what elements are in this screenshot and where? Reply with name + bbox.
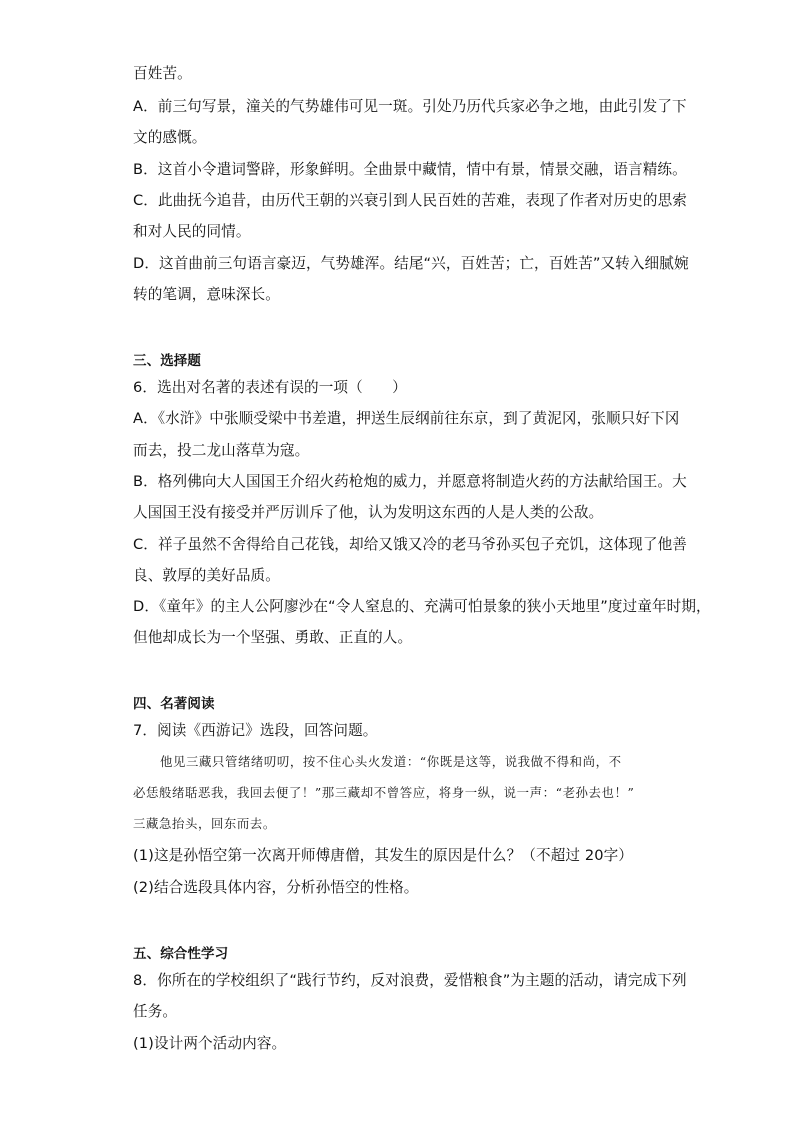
q5-option-d: D．这首曲前三句语言豪迈，气势雄浑。结尾“兴，百姓苦；亡，百姓苦”又转入细腻婉: [133, 255, 689, 272]
q6-option-a-cont: 而去，投二龙山落草为寇。: [133, 442, 310, 459]
q7-sub-question-1: (1)这是孙悟空第一次离开师傅唐僧，其发生的原因是什么？（不超过 20字）: [133, 847, 633, 864]
q7-sub-question-2: (2)结合选段具体内容，分析孙悟空的性格。: [133, 879, 419, 896]
q6-stem: 6．选出对名著的表述有误的一项（ ）: [133, 379, 407, 396]
q7-excerpt-line-2: 必恁般绪聒恶我，我回去便了！”那三藏却不曾答应，将身一纵，说一声：“老孙去也！”: [133, 785, 635, 800]
section-3-title: 三、选择题: [133, 353, 201, 369]
q5-option-d-cont: 转的笔调，意味深长。: [133, 286, 280, 303]
q5-option-c: C．此曲抚今追昔，由历代王朝的兴衰引到人民百姓的苦难，表现了作者对历史的思索: [133, 192, 687, 209]
q6-option-c-cont: 良、敦厚的美好品质。: [133, 567, 280, 584]
q6-option-c: C．祥子虽然不舍得给自己花钱，却给又饿又冷的老马爷孙买包子充饥，这体现了他善: [133, 536, 687, 553]
q7-stem: 7．阅读《西游记》选段，回答问题。: [133, 722, 378, 739]
q5-option-b: B．这首小令遣词警辟，形象鲜明。全曲景中藏情，情中有景，情景交融，语言精练。: [133, 161, 687, 178]
q8-stem: 8．你所在的学校组织了“践行节约，反对浪费，爱惜粮食”为主题的活动，请完成下列: [133, 972, 687, 989]
q5-tail-text: 百姓苦。: [133, 65, 192, 82]
q6-option-b: B．格列佛向大人国国王介绍火药枪炮的威力，并愿意将制造火药的方法献给国王。大: [133, 473, 687, 490]
q6-option-d: D．《童年》的主人公阿廖沙在“令人窒息的、充满可怕景象的狭小天地里”度过童年时期，: [133, 598, 711, 615]
q7-excerpt-line-1: 他见三藏只管绪绪叨叨，按不住心头火发道：“你既是这等，说我做不得和尚，不: [160, 754, 622, 769]
q6-option-a: A．《水浒》中张顺受梁中书差遣，押送生辰纲前往东京，到了黄泥冈，张顺只好下冈: [133, 410, 680, 427]
q6-option-b-cont: 人国国王没有接受并严厉训斥了他，认为发明这东西的人是人类的公敌。: [133, 504, 604, 521]
q8-sub-question-1: (1)设计两个活动内容。: [133, 1035, 287, 1052]
q5-option-a: A．前三句写景，潼关的气势雄伟可见一斑。引处乃历代兵家必争之地，由此引发了下: [133, 98, 687, 115]
q7-excerpt-line-3: 三藏急抬头，回东而去。: [133, 816, 276, 831]
q5-option-a-cont: 文的感慨。: [133, 129, 207, 146]
q5-option-c-cont: 和对人民的同情。: [133, 223, 251, 240]
q8-stem-cont: 任务。: [133, 1003, 178, 1020]
section-4-title: 四、名著阅读: [133, 696, 215, 712]
q6-option-d-cont: 但他却成长为一个坚强、勇敢、正直的人。: [133, 629, 413, 646]
section-5-title: 五、综合性学习: [133, 946, 229, 962]
